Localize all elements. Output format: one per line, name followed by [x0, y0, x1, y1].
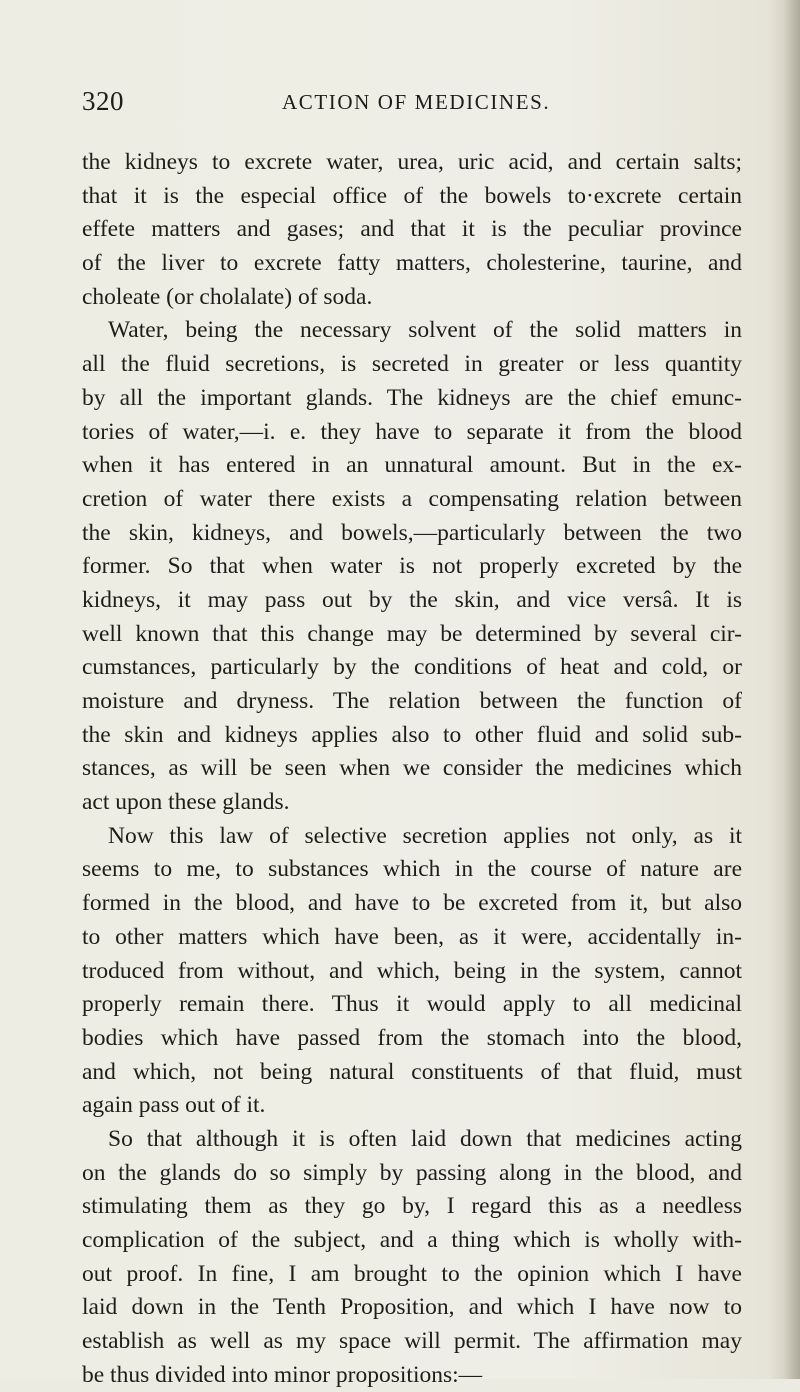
text-line: to other matters which have been, as it were, accidentally in- — [82, 923, 742, 950]
text-line: stances, as will be seen when we consider the medicines which — [82, 755, 742, 782]
text-line: choleate (or cholalate) of soda. — [82, 283, 373, 310]
text-line: by all the important glands. The kidneys are the chief emunc- — [82, 384, 742, 411]
text-line: laid down in the Tenth Proposition, and which I have now to — [82, 1294, 742, 1321]
text-line: be thus divided into minor propositions:— — [82, 1361, 483, 1388]
text-line: stimulating them as they go by, I regard this as a needless — [82, 1193, 742, 1220]
text-line: effete matters and gases; and that it is the peculiar province — [82, 216, 742, 243]
text-line: well known that this change may be determined by several cir- — [82, 620, 742, 647]
text-line: establish as well as my space will permit. The affirmation may — [82, 1328, 742, 1355]
text-line: seems to me, to substances which in the course of nature are — [82, 856, 742, 883]
text-line: of the liver to excrete fatty matters, cholesterine, taurine, and — [82, 250, 742, 277]
text-line: that it is the especial office of the bowels to·excrete certain — [82, 182, 742, 209]
text-line: Water, being the necessary solvent of the solid matters in — [108, 317, 742, 344]
text-line: properly remain there. Thus it would apply to all medicinal — [82, 991, 742, 1018]
text-line: former. So that when water is not properly excreted by the — [82, 553, 742, 580]
page-edge-shadow — [784, 0, 800, 1379]
text-line: bodies which have passed from the stomach into the blood, — [82, 1024, 742, 1051]
text-line: when it has entered in an unnatural amount. But in the ex- — [82, 452, 742, 479]
text-line: act upon these glands. — [82, 789, 290, 816]
text-line: Now this law of selective secretion applies not only, as it — [108, 822, 742, 849]
body-text — [82, 146, 742, 1392]
text-line: all the fluid secretions, is secreted in greater or less quantity — [82, 351, 742, 378]
text-line: cumstances, particularly by the conditions of heat and cold, or — [82, 654, 742, 681]
text-line: the kidneys to excrete water, urea, uric acid, and certain salts; — [82, 149, 742, 175]
page-header — [82, 86, 742, 122]
running-head: ACTION OF MEDICINES. — [282, 90, 551, 114]
text-line: cretion of water there exists a compensating relation between — [82, 485, 742, 512]
text-line: troduced from without, and which, being in the system, cannot — [82, 957, 742, 984]
text-line: and which, not being natural constituents of that fluid, must — [82, 1058, 742, 1085]
text-line: So that although it is often laid down that medicines acting — [108, 1125, 742, 1152]
text-line: formed in the blood, and have to be excreted from it, but also — [82, 890, 742, 917]
page-number: 320 — [82, 86, 124, 116]
text-line: complication of the subject, and a thing which is wholly with- — [82, 1227, 742, 1253]
text-line: tories of water,—i. e. they have to separate it from the blood — [82, 418, 742, 445]
text-line: kidneys, it may pass out by the skin, and vice versâ. It is — [82, 586, 742, 613]
text-line: again pass out of it. — [82, 1092, 266, 1119]
text-line: the skin and kidneys applies also to other fluid and solid sub- — [82, 721, 742, 748]
text-line: the skin, kidneys, and bowels,—particularly between the two — [82, 519, 742, 546]
text-line: on the glands do so simply by passing along in the blood, and — [82, 1159, 742, 1186]
text-line: moisture and dryness. The relation between the function of — [82, 688, 742, 714]
text-line: out proof. In fine, I am brought to the opinion which I have — [82, 1260, 742, 1287]
